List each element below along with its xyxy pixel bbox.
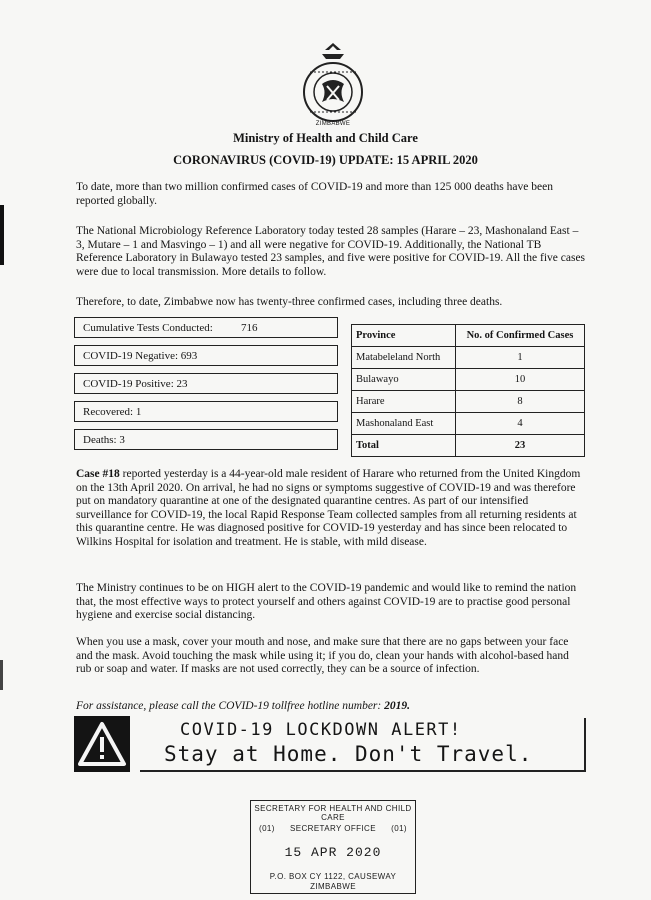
cases-cell: 8 <box>455 391 584 413</box>
cases-cell: 1 <box>455 347 584 369</box>
lockdown-banner <box>74 716 586 772</box>
banner-line1: COVID-19 LOCKDOWN ALERT! <box>180 720 462 740</box>
warning-box <box>74 716 130 772</box>
scan-edge-mark <box>0 660 3 690</box>
cumulative-tests-label: Cumulative Tests Conducted: <box>83 322 213 334</box>
stamp-left-code: (01) <box>259 824 275 833</box>
province-cell: Matabeleland North <box>352 347 456 369</box>
stamp-address2: ZIMBABWE <box>310 882 356 891</box>
alert-paragraph: The Ministry continues to be on HIGH alert to the COVID-19 pandemic and would like to remind the nation that, the most effective ways to protect yourself and others against COVID-19 are to practise good personal hygiene and exercise social distancing. <box>76 582 577 622</box>
province-table <box>351 324 585 457</box>
province-cell: Bulawayo <box>352 369 456 391</box>
deaths-box: Deaths: 3 <box>74 429 338 450</box>
table-row <box>352 347 585 369</box>
total-label: Total <box>352 435 456 457</box>
negative-box: COVID-19 Negative: 693 <box>74 345 338 366</box>
update-title: CORONAVIRUS (COVID-19) UPDATE: 15 APRIL 2020 <box>173 153 478 167</box>
recovered-box: Recovered: 1 <box>74 401 338 422</box>
cumulative-tests-value: 716 <box>241 322 258 334</box>
stamp-right-code: (01) <box>391 824 407 833</box>
ministry-name: Ministry of Health and Child Care <box>233 131 418 145</box>
official-stamp <box>250 800 416 894</box>
hotline-number: 2019. <box>384 700 410 712</box>
stamp-office-row <box>251 824 415 833</box>
case-paragraph <box>76 468 586 550</box>
cases-cell: 4 <box>455 413 584 435</box>
lab-paragraph: The National Microbiology Reference Laboratory today tested 28 samples (Harare – 23, Mashonaland East – 3, Mutare – 1 and Masvingo – 1) and all were negative for COVID-19. Additionally, the National TB Reference Laboratory in Bulawayo tested 23 samples, and five were positive for COVID-19. All the five cases were due to local transmission. More details to follow. <box>76 225 586 278</box>
table-row <box>352 369 585 391</box>
ministry-logo-icon <box>290 40 376 130</box>
warning-triangle-icon <box>74 716 130 772</box>
cumulative-tests-box <box>74 317 338 338</box>
global-paragraph: To date, more than two million confirmed cases of COVID-19 and more than 125 000 deaths have been reported globally. <box>76 181 553 207</box>
column-header-cases: No. of Confirmed Cases <box>455 325 584 347</box>
summary-paragraph: Therefore, to date, Zimbabwe now has twenty-three confirmed cases, including three deaths. <box>76 296 503 308</box>
stamp-line1: SECRETARY FOR HEALTH AND CHILD <box>254 804 412 813</box>
table-total-row <box>352 435 585 457</box>
banner-text-box <box>140 718 586 772</box>
total-value: 23 <box>455 435 584 457</box>
table-row <box>352 413 585 435</box>
table-header-row <box>352 325 585 347</box>
cases-cell: 10 <box>455 369 584 391</box>
banner-line2: Stay at Home. Don't Travel. <box>164 742 533 766</box>
stamp-office: SECRETARY OFFICE <box>290 824 376 833</box>
case-number: Case #18 <box>76 468 120 480</box>
hotline-paragraph <box>76 700 586 714</box>
province-cell: Mashonaland East <box>352 413 456 435</box>
scan-edge-mark <box>0 205 4 265</box>
table-row <box>352 391 585 413</box>
stamp-date: 15 APR 2020 <box>284 845 382 860</box>
case-details: reported yesterday is a 44-year-old male resident of Harare who returned from the United Kingdom on the 13th April 2020. On arrival, he had no signs or symptoms suggestive of COVID-19 and was therefore put on mandatory quarantine at one of the designated quarantine centres. As part of our intensified surveillance for COVID-19, the local Rapid Response Team collected samples from all returning residents at this quarantine centre. He was diagnosed positive for COVID-19 yesterday and has since been relocated to Wilkins Hospital for isolation and treatment. He is stable, with mild disease. <box>76 468 581 548</box>
positive-box: COVID-19 Positive: 23 <box>74 373 338 394</box>
province-cell: Harare <box>352 391 456 413</box>
hotline-text: For assistance, please call the COVID-19 tollfree hotline number: <box>76 700 385 712</box>
stamp-line2: CARE <box>321 813 345 822</box>
logo-caption: ZIMBABWE <box>315 121 351 127</box>
mask-paragraph: When you use a mask, cover your mouth and nose, and make sure that there are no gaps between your face and the mask. Avoid touching the mask while using it; if you do, clean your hands with alcohol-based hand rub or soap and water. If masks are not used correctly, they can be a source of infection. <box>76 636 569 676</box>
column-header-province: Province <box>352 325 456 347</box>
stamp-address1: P.O. BOX CY 1122, CAUSEWAY <box>269 872 397 881</box>
